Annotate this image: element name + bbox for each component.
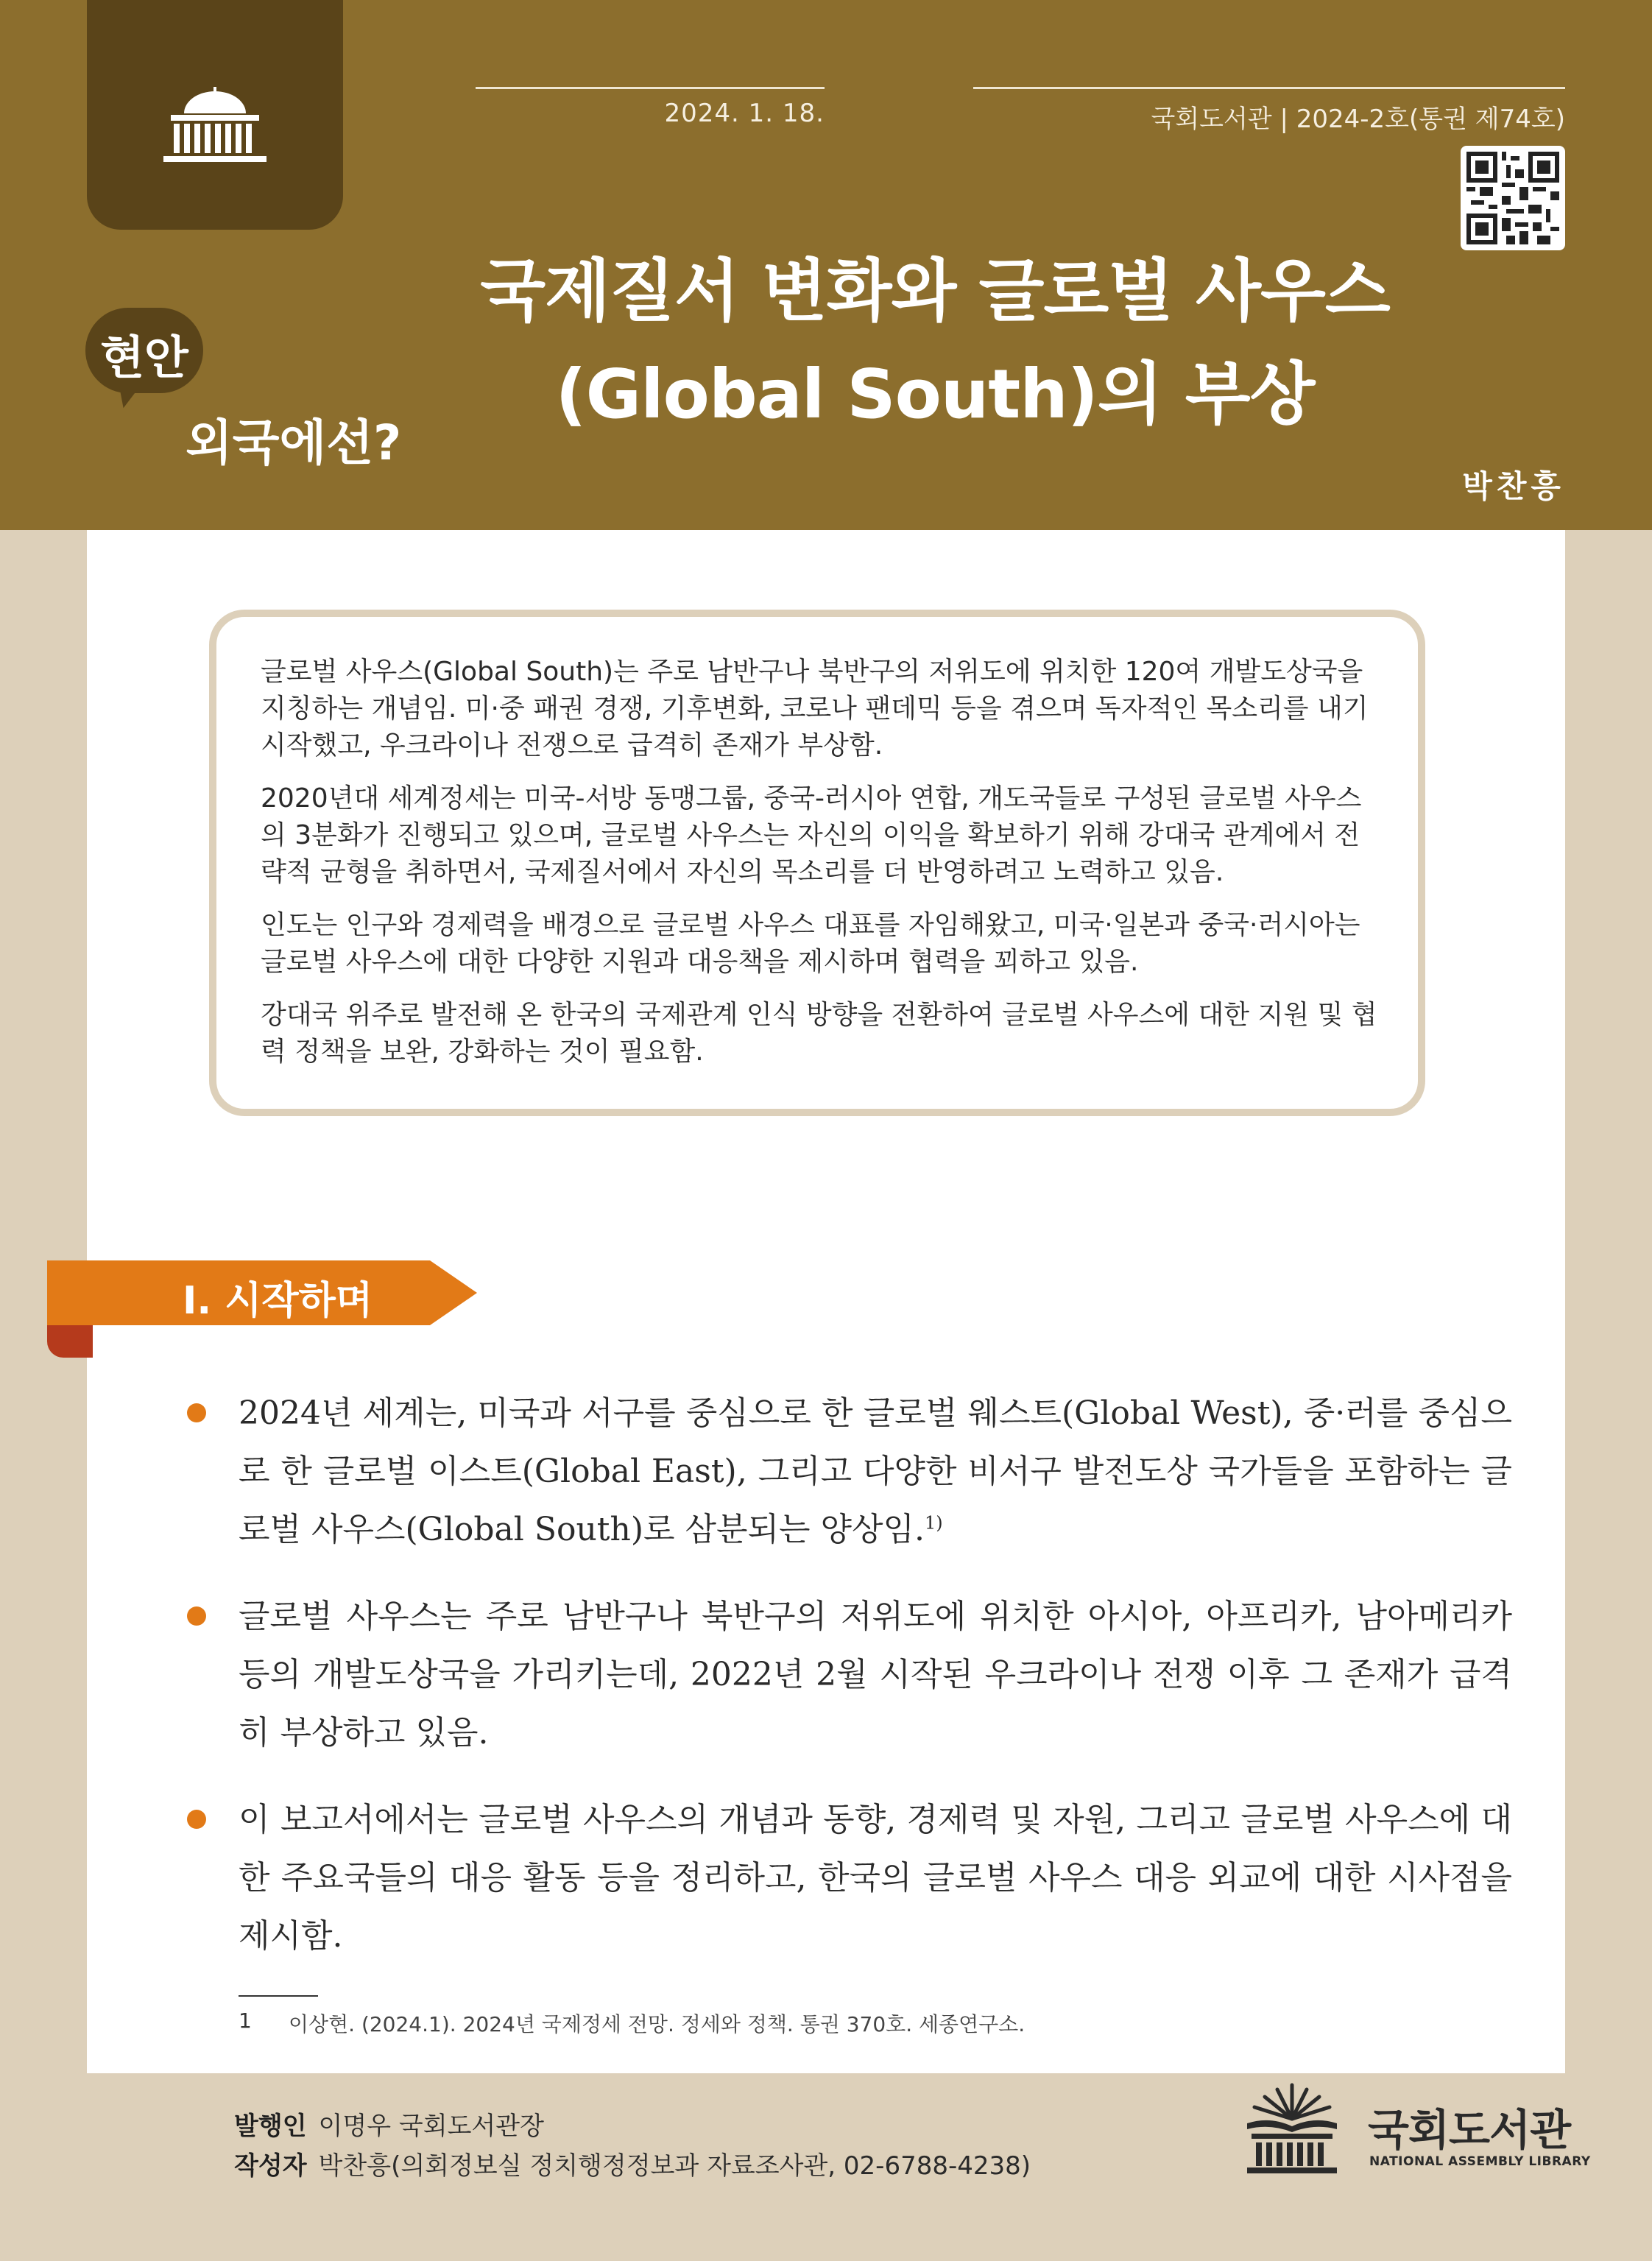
summary-box bbox=[209, 610, 1425, 1116]
bullet-dot-icon bbox=[187, 1606, 206, 1626]
writer-label: 작성자 bbox=[234, 2151, 307, 2181]
summary-paragraph: 2020년대 세계정세는 미국-서방 동맹그룹, 중국-러시아 연합, 개도국들로 구성된 글로벌 사우스의 3분화가 진행되고 있으며, 글로벌 사우스는 자신의 이익을 확보하기 위해 강대국 관계에서 전략적 균형을 취하면서, 국제질서에서 자신의 목소리를 더 반영하려고 노력하고 있음. bbox=[261, 783, 1362, 887]
content-panel bbox=[87, 530, 1565, 2073]
summary-paragraph: 글로벌 사우스(Global South)는 주로 남반구나 북반구의 저위도에 위치한 120여 개발도상국을 지칭하는 개념임. 미·중 패권 경쟁, 기후변화, 코로나 팬데믹 등을 겪으며 독자적인 목소리를 내기 시작했고, 우크라이나 전쟁으로 급격히 존재가 부상함. bbox=[261, 657, 1369, 761]
bullet-list bbox=[239, 1384, 1512, 1994]
bullet-dot-icon bbox=[187, 1810, 206, 1829]
summary-paragraph: 인도는 인구와 경제력을 배경으로 글로벌 사우스 대표를 자임해왔고, 미국·일본과 중국·러시아는 글로벌 사우스에 대한 다양한 지원과 대응책을 제시하며 협력을 꾀하고 있음. bbox=[261, 910, 1360, 977]
publisher-value: 이명우 국회도서관장 bbox=[318, 2112, 544, 2141]
footnote-rule bbox=[239, 1995, 318, 1997]
footnote-number: 1 bbox=[239, 2008, 252, 2033]
section-title: Ⅰ. 시작하며 bbox=[183, 1279, 373, 1323]
bullet-text: 2024년 세계는, 미국과 서구를 중심으로 한 글로벌 웨스트(Global West), 중·러를 중심으로 한 글로벌 이스트(Global East), 그리고 다양한 비서구 발전도상 국가들을 포함하는 글로벌 사우스(Global South)로 삼분되는 양상임. bbox=[239, 1394, 1512, 1548]
section-tag-fold bbox=[47, 1325, 93, 1358]
header-band bbox=[0, 0, 1652, 530]
library-name-english: NATIONAL ASSEMBLY LIBRARY bbox=[1369, 2154, 1591, 2169]
author-name: 박찬흥 bbox=[1462, 468, 1565, 504]
bullet-dot-icon bbox=[187, 1403, 206, 1422]
bullet-text: 이 보고서에서는 글로벌 사우스의 개념과 동향, 경제력 및 자원, 그리고 글로벌 사우스에 대한 주요국들의 대응 활동 등을 정리하고, 한국의 글로벌 사우스 대응 외교에 대한 시사점을 제시함. bbox=[239, 1801, 1512, 1955]
publisher-line bbox=[234, 2106, 544, 2142]
list-item bbox=[239, 1791, 1512, 1965]
badge-top-text: 현안 bbox=[100, 331, 188, 384]
writer-line bbox=[234, 2145, 1031, 2181]
report-title-line1: 국제질서 변화와 글로벌 사우스 bbox=[480, 252, 1390, 331]
issue-date: 2024. 1. 18. bbox=[664, 99, 825, 128]
summary-paragraph: 강대국 위주로 발전해 온 한국의 국제관계 인식 방향을 전환하여 글로벌 사우스에 대한 지원 및 협력 정책을 보완, 강화하는 것이 필요함. bbox=[261, 1000, 1377, 1067]
qr-code[interactable] bbox=[1461, 146, 1565, 250]
writer-value: 박찬흥(의회정보실 정치행정정보과 자료조사관, 02-6788-4238) bbox=[318, 2151, 1031, 2181]
footnote-text: 이상현. (2024.1). 2024년 국제정세 전망. 정세와 정책. 통권 370호. 세종연구소. bbox=[289, 2012, 1026, 2036]
report-title-line2: (Global South)의 부상 bbox=[555, 355, 1315, 434]
footnote-ref[interactable]: 1) bbox=[925, 1512, 943, 1534]
assembly-logo-tab bbox=[87, 0, 343, 230]
qr-code-icon bbox=[1466, 152, 1559, 244]
library-name-korean: 국회도서관 bbox=[1368, 2105, 1571, 2155]
assembly-dome-icon bbox=[141, 87, 289, 168]
issue-series: 국회도서관 | 2024-2호(통권 제74호) bbox=[1151, 105, 1565, 134]
list-item bbox=[239, 1384, 1512, 1559]
library-emblem-icon bbox=[1237, 2081, 1347, 2176]
series-rule bbox=[973, 87, 1565, 89]
badge-bottom-text: 외국에선? bbox=[186, 415, 402, 471]
date-rule bbox=[476, 87, 825, 89]
bullet-text: 글로벌 사우스는 주로 남반구나 북반구의 저위도에 위치한 아시아, 아프리카, 남아메리카 등의 개발도상국을 가리키는데, 2022년 2월 시작된 우크라이나 전쟁 이후 그 존재가 급격히 부상하고 있음. bbox=[239, 1598, 1512, 1752]
publisher-label: 발행인 bbox=[234, 2112, 307, 2141]
list-item bbox=[239, 1587, 1512, 1762]
